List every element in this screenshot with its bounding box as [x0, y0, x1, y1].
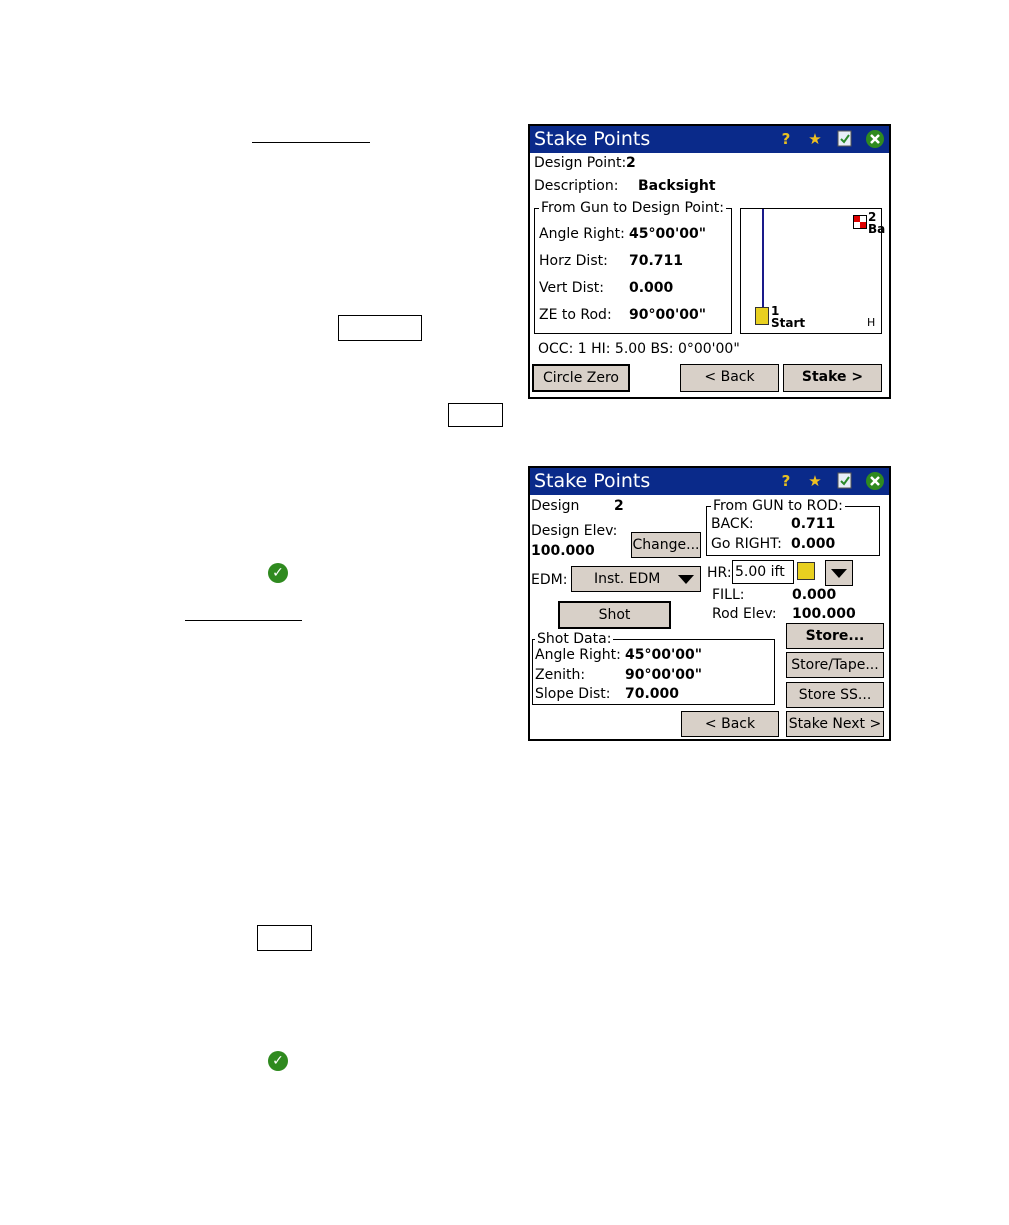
map-point1-label: 1: [771, 304, 780, 318]
checkmark-icon: ✓: [268, 563, 288, 583]
edm-dropdown[interactable]: [571, 566, 701, 592]
store-tape-button[interactable]: Store/Tape...: [786, 652, 884, 678]
window-title: Stake Points: [534, 128, 651, 150]
underline-1: [252, 142, 370, 143]
sd-angle-right-value: 45°00'00": [625, 647, 703, 663]
stake-points-window-1: [528, 124, 891, 399]
from-gun-to-rod-group: [706, 498, 880, 556]
from-gun-group: [534, 200, 732, 334]
design-point-value: 2: [626, 155, 636, 171]
window-title: Stake Points: [534, 470, 651, 492]
ze-to-rod-label: ZE to Rod:: [539, 307, 612, 323]
close-icon[interactable]: [865, 129, 885, 149]
checkmark-icon: ✓: [268, 1051, 288, 1071]
target-icon: [853, 215, 867, 229]
fill-value: 0.000: [792, 587, 837, 603]
close-icon[interactable]: [865, 471, 885, 491]
occ-line: OCC: 1 HI: 5.00 BS: 0°00'00": [538, 341, 740, 357]
back-button[interactable]: < Back: [680, 364, 779, 392]
chevron-down-icon: [831, 569, 847, 578]
description-value: Backsight: [638, 178, 716, 194]
group-title: From Gun to Design Point:: [541, 200, 724, 216]
go-right-label: Go RIGHT:: [711, 536, 782, 552]
description-label: Description:: [534, 178, 619, 194]
angle-right-value: 45°00'00": [629, 226, 707, 242]
design-elev-label: Design Elev:: [531, 523, 618, 539]
sd-angle-right-label: Angle Right:: [535, 647, 621, 663]
edm-label: EDM:: [531, 572, 568, 588]
stake-next-button[interactable]: Stake Next >: [786, 711, 884, 737]
map-point2-desc: Ba: [868, 222, 886, 236]
fill-label: FILL:: [712, 587, 745, 603]
horz-dist-label: Horz Dist:: [539, 253, 608, 269]
stake-points-window-2: [528, 466, 891, 741]
title-bar: [530, 126, 889, 153]
back-button[interactable]: < Back: [681, 711, 779, 737]
change-button[interactable]: Change...: [631, 532, 701, 558]
back-label: BACK:: [711, 516, 754, 532]
map-point1-desc: Start: [771, 316, 806, 330]
design-label: Design: [531, 498, 580, 514]
circle-zero-button[interactable]: Circle Zero: [532, 364, 630, 392]
design-elev-value: 100.000: [531, 543, 595, 559]
stake-map[interactable]: [740, 208, 886, 334]
chevron-down-icon: [678, 575, 694, 584]
gun-line: [762, 209, 764, 309]
angle-right-label: Angle Right:: [539, 226, 625, 242]
rod-elev-label: Rod Elev:: [712, 606, 777, 622]
stake-button[interactable]: Stake >: [783, 364, 882, 392]
ze-to-rod-value: 90°00'00": [629, 307, 707, 323]
hr-dropdown[interactable]: [825, 560, 853, 586]
hr-input[interactable]: 5.00 ift: [732, 560, 794, 584]
group-title: From GUN to ROD:: [713, 498, 843, 514]
key-box-2: [448, 403, 503, 427]
sd-slope-dist-value: 70.000: [625, 686, 680, 702]
shot-button[interactable]: Shot: [558, 601, 671, 629]
prism-icon[interactable]: [797, 562, 815, 580]
sd-zenith-label: Zenith:: [535, 667, 586, 683]
group-title: Shot Data:: [537, 631, 612, 647]
clipboard-icon[interactable]: [835, 129, 855, 149]
key-box-1: [338, 315, 422, 341]
hr-label: HR:: [707, 565, 732, 581]
clipboard-icon[interactable]: [835, 471, 855, 491]
gun-icon: [755, 307, 769, 325]
back-value: 0.711: [791, 516, 836, 532]
underline-2: [185, 620, 302, 621]
vert-dist-value: 0.000: [629, 280, 674, 296]
map-corner-label: H: [867, 316, 876, 329]
map-point2-label: 2: [868, 210, 877, 224]
store-button[interactable]: Store...: [786, 623, 884, 649]
rod-elev-value: 100.000: [792, 606, 856, 622]
question-icon[interactable]: ?: [781, 472, 791, 490]
star-icon[interactable]: ★: [808, 472, 822, 490]
vert-dist-label: Vert Dist:: [539, 280, 604, 296]
key-box-3: [257, 925, 312, 951]
go-right-value: 0.000: [791, 536, 836, 552]
sd-zenith-value: 90°00'00": [625, 667, 703, 683]
shot-data-group: [532, 631, 775, 705]
design-point-label: Design Point:: [534, 155, 627, 171]
title-bar: [530, 468, 889, 495]
question-icon[interactable]: ?: [781, 130, 791, 148]
star-icon[interactable]: ★: [808, 130, 822, 148]
sd-slope-dist-label: Slope Dist:: [535, 686, 611, 702]
design-value: 2: [614, 498, 624, 514]
store-ss-button[interactable]: Store SS...: [786, 682, 884, 708]
horz-dist-value: 70.711: [629, 253, 684, 269]
edm-value: Inst. EDM: [594, 571, 661, 587]
